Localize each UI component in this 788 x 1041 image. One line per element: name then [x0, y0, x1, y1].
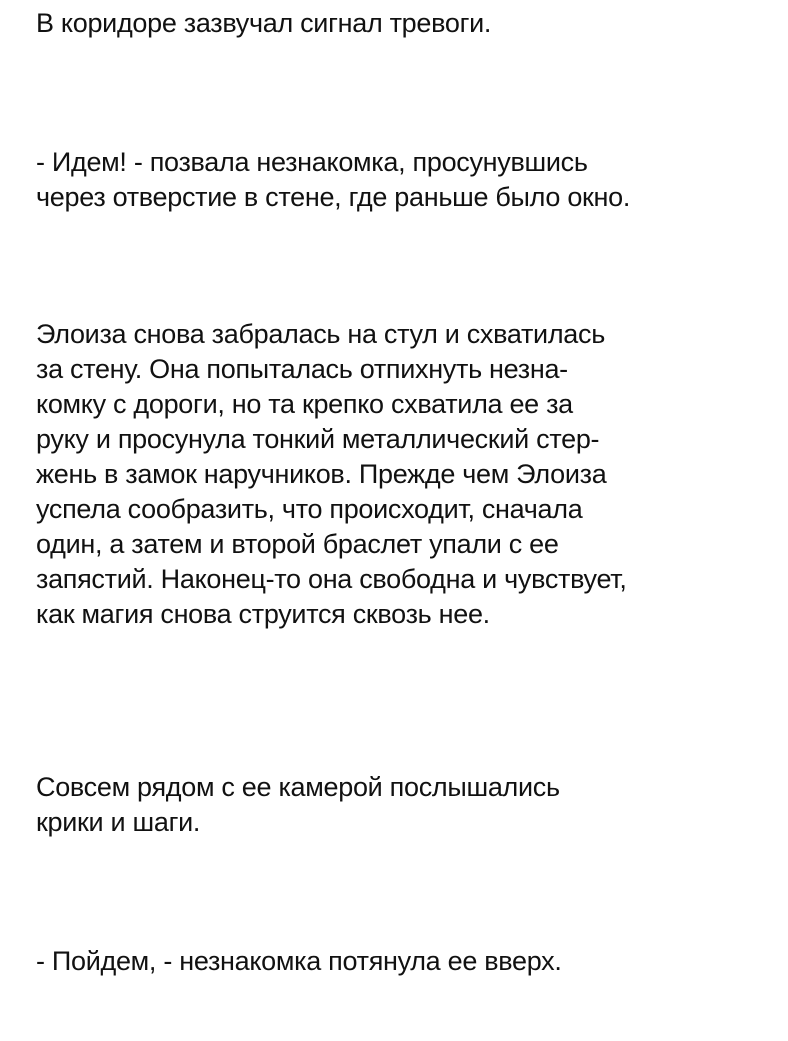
- text-line: через отверстие в стене, где раньше было окно.: [36, 182, 631, 212]
- text-line: жень в замок наручников. Прежде чем Элоиза: [36, 459, 607, 489]
- text-line: за стену. Она попыталась отпихнуть незна-: [36, 354, 568, 384]
- text-line: запястий. Наконец-то она свободна и чувствует,: [36, 564, 627, 594]
- paragraph-alarm: [36, 6, 491, 41]
- paragraph-eloise-freed: [36, 317, 627, 632]
- text-line: В коридоре зазвучал сигнал тревоги.: [36, 8, 492, 38]
- paragraph-shouts-nearby: [36, 770, 560, 840]
- text-line: крики и шаги.: [36, 807, 201, 837]
- text-line: руку и просунула тонкий металлический стер-: [36, 424, 600, 454]
- text-line: успела сообразить, что происходит, сначала: [36, 494, 583, 524]
- text-line: как магия снова струится сквозь нее.: [36, 599, 490, 629]
- text-line: Элоиза снова забралась на стул и схватилась: [36, 319, 605, 349]
- paragraph-lets-go: [36, 944, 562, 979]
- text-line: Совсем рядом с ее камерой послышались: [36, 772, 560, 802]
- paragraph-stranger-calls: [36, 145, 630, 215]
- text-line: - Идем! - позвала незнакомка, просунувшись: [36, 147, 588, 177]
- text-line: комку с дороги, но та крепко схватила ее за: [36, 389, 573, 419]
- text-line: - Пойдем, - незнакомка потянула ее вверх.: [36, 946, 562, 976]
- text-line: один, а затем и второй браслет упали с ее: [36, 529, 559, 559]
